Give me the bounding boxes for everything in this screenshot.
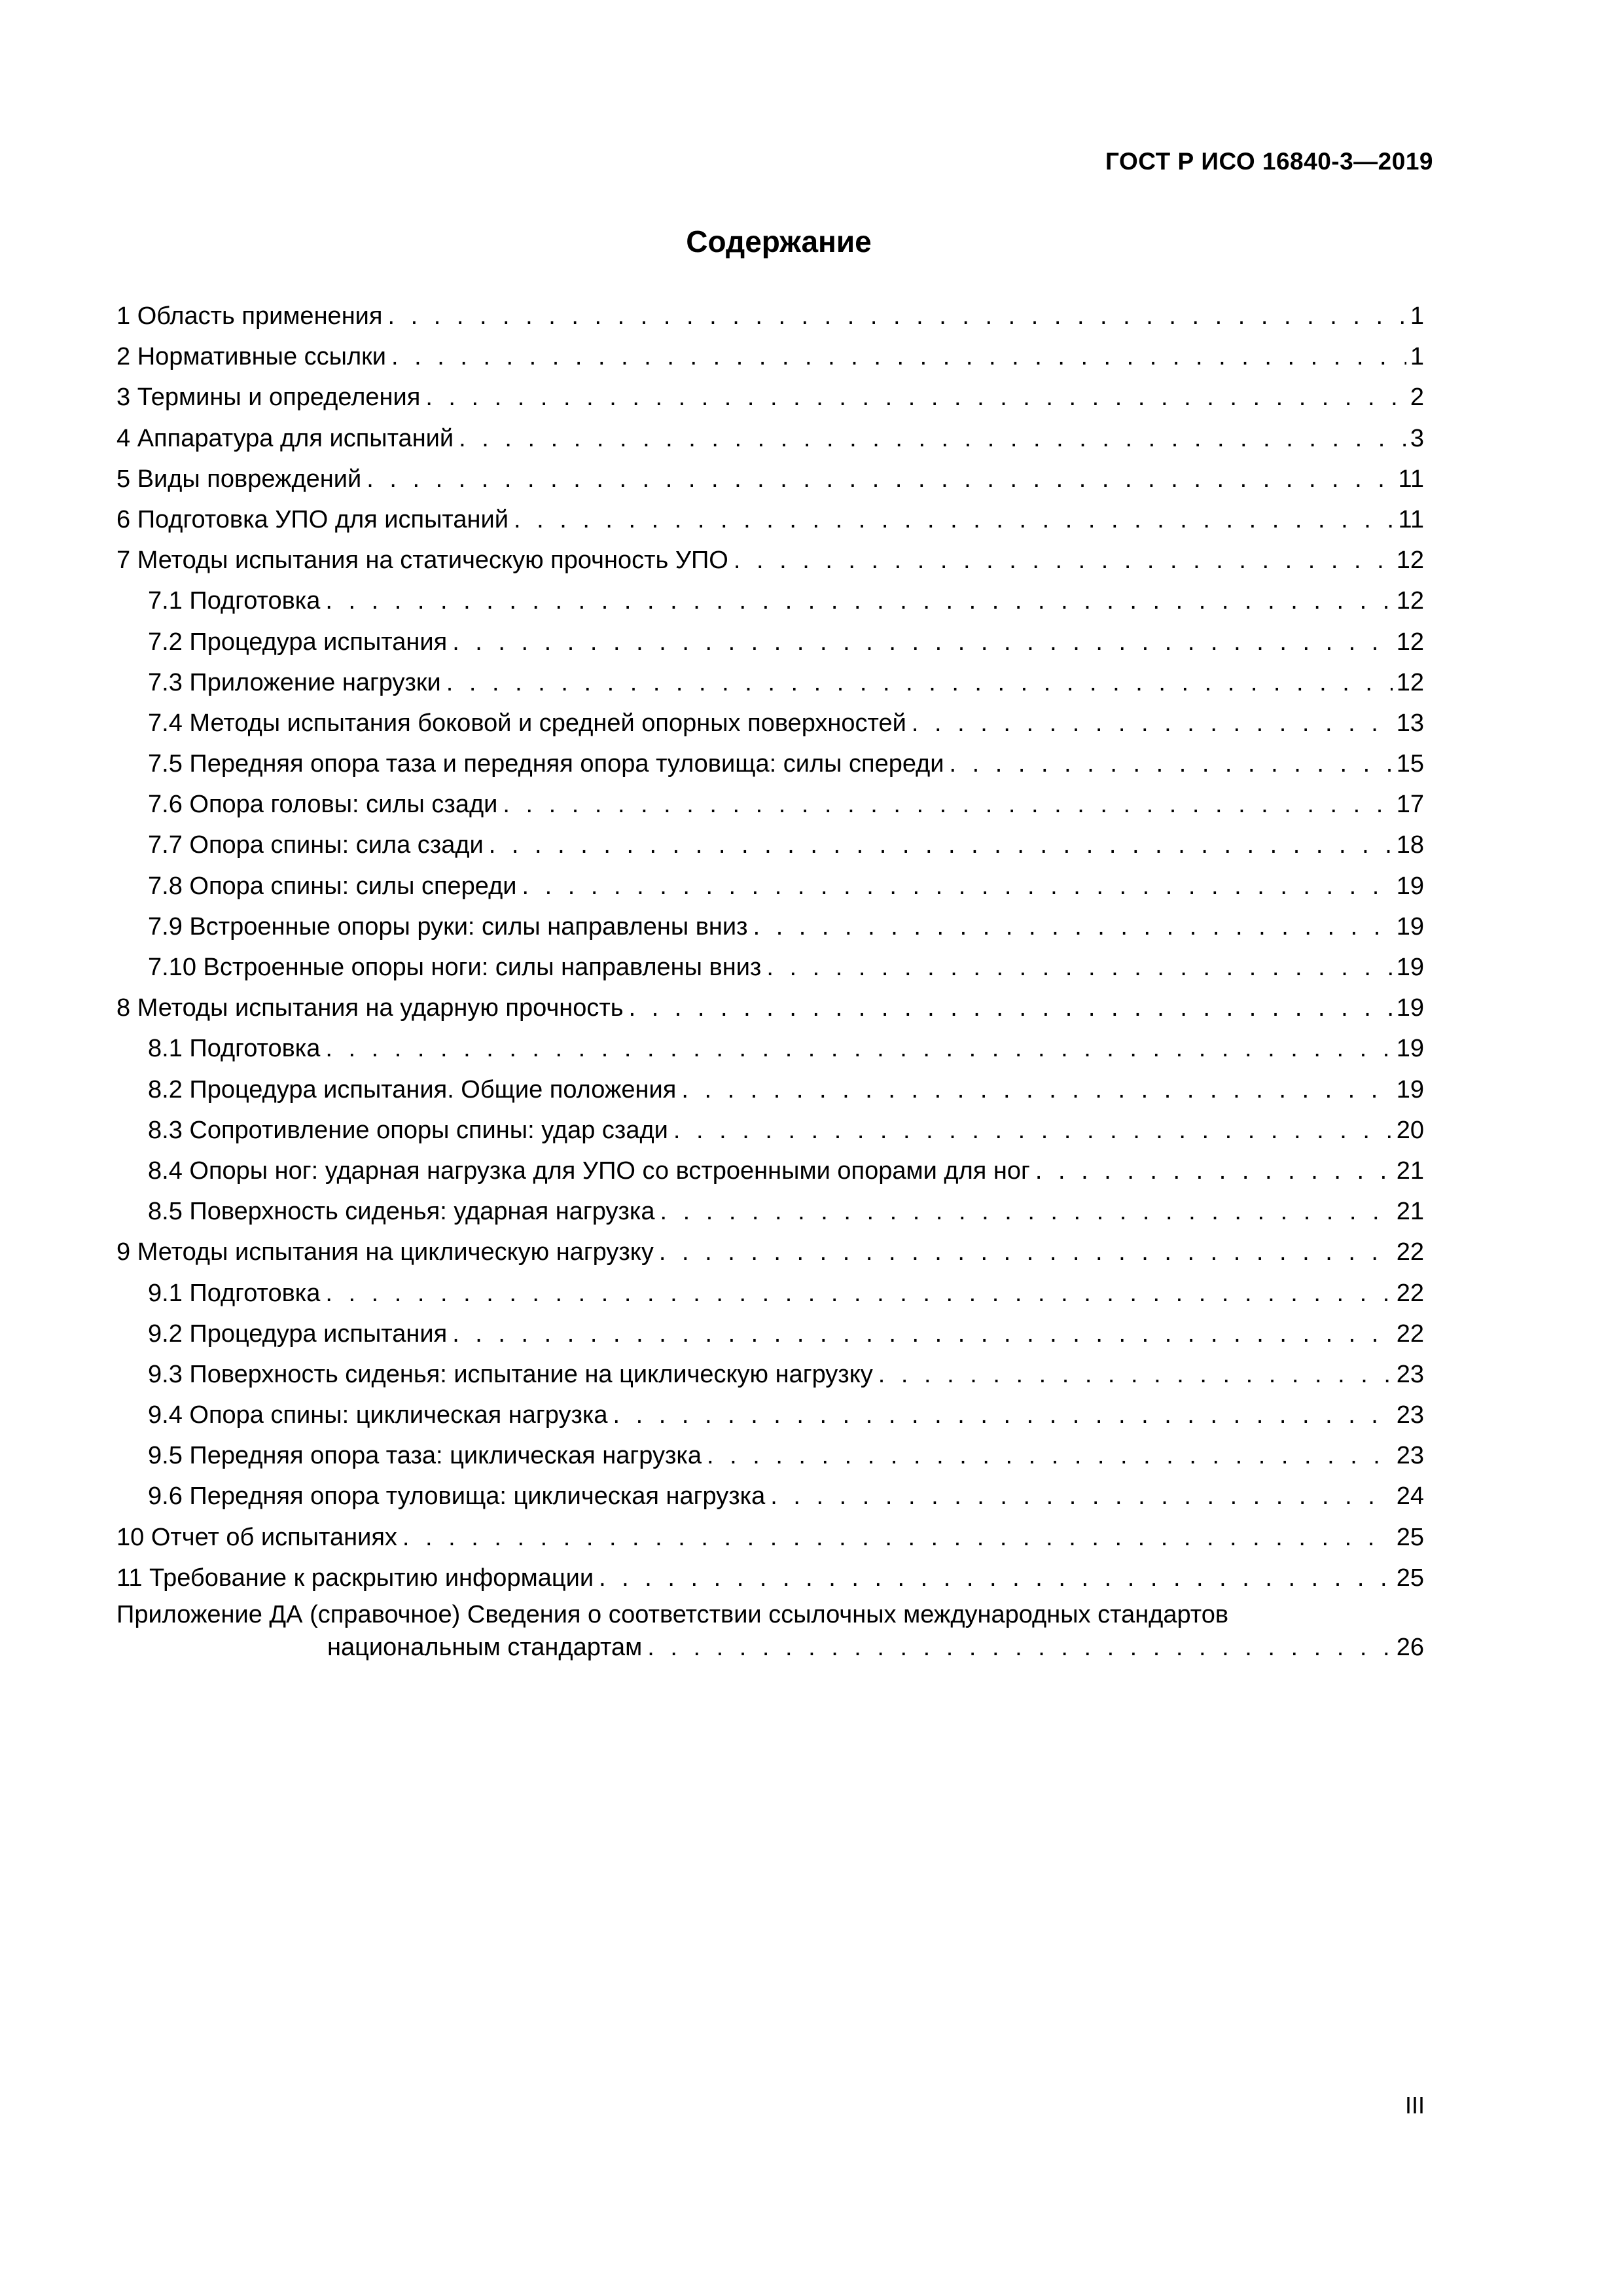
toc-entry[interactable] <box>116 459 1424 499</box>
toc-entry[interactable] <box>116 540 1424 581</box>
toc-entry-page: 12 <box>1396 628 1424 656</box>
toc-subentry[interactable] <box>116 1273 1424 1314</box>
toc-leader-dots <box>452 622 1393 662</box>
toc-subentry[interactable] <box>116 866 1424 906</box>
toc-leader-dots <box>366 459 1394 499</box>
toc-entry-label: 8.5 Поверхность сиденья: ударная нагрузка <box>148 1198 655 1226</box>
toc-leader-dots <box>599 1558 1393 1598</box>
toc-subentry[interactable] <box>116 1435 1424 1476</box>
toc-leader-dots <box>522 866 1393 906</box>
toc-entry-page: 19 <box>1396 1075 1424 1103</box>
toc-subentry[interactable] <box>116 1028 1424 1069</box>
toc-entry-label: 2 Нормативные ссылки <box>116 343 386 371</box>
toc-entry-page: 18 <box>1396 831 1424 859</box>
table-of-contents <box>116 296 1424 1664</box>
toc-entry-label: 7.3 Приложение нагрузки <box>148 668 441 696</box>
toc-leader-dots <box>325 581 1392 621</box>
toc-entry-label: 11 Требование к раскрытию информации <box>116 1564 594 1592</box>
toc-leader-dots <box>503 784 1392 825</box>
toc-subentry[interactable] <box>116 1476 1424 1516</box>
toc-entry-label: 3 Термины и определения <box>116 384 421 412</box>
toc-subentry[interactable] <box>116 1395 1424 1435</box>
toc-subentry[interactable] <box>116 1314 1424 1354</box>
toc-leader-dots <box>766 947 1392 988</box>
annex-title-line2: национальным стандартам <box>327 1634 643 1661</box>
toc-leader-dots <box>681 1069 1392 1110</box>
toc-entry-page: 22 <box>1396 1319 1424 1348</box>
toc-entry-page: 3 <box>1410 424 1424 452</box>
toc-entry-label: 8.3 Сопротивление опоры спины: удар сзади <box>148 1116 668 1144</box>
toc-entry-label: 9.1 Подготовка <box>148 1279 321 1307</box>
toc-leader-dots <box>459 418 1406 459</box>
toc-leader-dots <box>950 744 1393 784</box>
toc-subentry[interactable] <box>116 784 1424 825</box>
toc-entry-label: 7.8 Опора спины: силы спереди <box>148 872 517 900</box>
toc-entry-page: 23 <box>1396 1442 1424 1470</box>
toc-title: Содержание <box>686 224 872 259</box>
toc-entry-page: 15 <box>1396 750 1424 778</box>
toc-entry-label: 9.5 Передняя опора таза: циклическая нагрузка <box>148 1442 702 1470</box>
toc-subentry[interactable] <box>116 581 1424 621</box>
toc-entry-page: 25 <box>1396 1523 1424 1551</box>
toc-leader-dots <box>489 825 1393 865</box>
toc-leader-dots <box>912 703 1393 744</box>
toc-entry[interactable] <box>116 1232 1424 1272</box>
standard-id-header: ГОСТ Р ИСО 16840-3—2019 <box>1105 148 1433 175</box>
toc-leader-dots <box>734 540 1393 581</box>
toc-entry[interactable] <box>116 1558 1424 1598</box>
toc-subentry[interactable] <box>116 622 1424 662</box>
toc-entry-label: 6 Подготовка УПО для испытаний <box>116 505 508 533</box>
toc-entry-label: 7.2 Процедура испытания <box>148 628 448 656</box>
toc-leader-dots <box>770 1476 1392 1516</box>
toc-entry-label: 7.1 Подготовка <box>148 587 321 615</box>
toc-leader-dots <box>1035 1151 1393 1191</box>
toc-leader-dots <box>391 336 1406 377</box>
toc-subentry[interactable] <box>116 1354 1424 1395</box>
toc-leader-dots <box>878 1354 1393 1395</box>
toc-subentry[interactable] <box>116 703 1424 744</box>
toc-entry-label: 7.4 Методы испытания боковой и средней опорных поверхностей <box>148 709 906 737</box>
toc-entry-label: 5 Виды повреждений <box>116 465 362 493</box>
toc-entry[interactable] <box>116 499 1424 540</box>
toc-entry-label: 4 Аппаратура для испытаний <box>116 424 454 452</box>
toc-entry-page: 12 <box>1396 547 1424 575</box>
toc-subentry[interactable] <box>116 1191 1424 1232</box>
toc-annex-entry[interactable] <box>116 1598 1424 1664</box>
toc-entry-page: 13 <box>1396 709 1424 737</box>
toc-leader-dots <box>452 1314 1393 1354</box>
toc-leader-dots <box>387 296 1406 336</box>
toc-leader-dots <box>647 1631 1392 1664</box>
toc-entry-label: 7.9 Встроенные опоры руки: силы направлены вниз <box>148 912 748 941</box>
toc-entry-page: 12 <box>1396 668 1424 696</box>
page-number: III <box>1404 2092 1425 2119</box>
toc-leader-dots <box>629 988 1393 1028</box>
toc-entry[interactable] <box>116 296 1424 336</box>
toc-leader-dots <box>660 1191 1392 1232</box>
toc-entry-page: 11 <box>1398 505 1424 533</box>
toc-entry[interactable] <box>116 418 1424 459</box>
toc-subentry[interactable] <box>116 744 1424 784</box>
toc-entry-label: 9.3 Поверхность сиденья: испытание на циклическую нагрузку <box>148 1360 873 1388</box>
toc-entry-label: 8.4 Опоры ног: ударная нагрузка для УПО со встроенными опорами для ног <box>148 1157 1030 1185</box>
toc-entry-page: 21 <box>1396 1198 1424 1226</box>
annex-title-line1: Приложение ДА (справочное) Сведения о соответствии ссылочных международных стандартов <box>116 1601 1229 1628</box>
toc-entry-label: 7.5 Передняя опора таза и передняя опора туловища: силы спереди <box>148 750 944 778</box>
toc-subentry[interactable] <box>116 662 1424 703</box>
toc-entry-page: 19 <box>1396 872 1424 900</box>
toc-subentry[interactable] <box>116 1069 1424 1110</box>
toc-leader-dots <box>753 906 1393 947</box>
toc-leader-dots <box>673 1110 1393 1151</box>
toc-leader-dots <box>325 1273 1392 1314</box>
toc-entry-page: 19 <box>1396 994 1424 1022</box>
toc-subentry[interactable] <box>116 906 1424 947</box>
toc-leader-dots <box>659 1232 1393 1272</box>
toc-entry-page: 2 <box>1410 384 1424 412</box>
toc-entry-label: 7.10 Встроенные опоры ноги: силы направлены вниз <box>148 954 762 981</box>
toc-entry-page: 26 <box>1396 1634 1424 1661</box>
toc-entry[interactable] <box>116 1517 1424 1558</box>
toc-entry[interactable] <box>116 336 1424 377</box>
toc-entry-label: 9 Методы испытания на циклическую нагрузку <box>116 1238 654 1266</box>
toc-entry[interactable] <box>116 377 1424 418</box>
toc-leader-dots <box>402 1517 1393 1558</box>
toc-entry-label: 8.2 Процедура испытания. Общие положения <box>148 1075 677 1103</box>
toc-entry-page: 23 <box>1396 1401 1424 1429</box>
toc-entry-page: 19 <box>1396 1035 1424 1063</box>
toc-leader-dots <box>514 499 1395 540</box>
toc-entry-label: 7.7 Опора спины: сила сзади <box>148 831 484 859</box>
toc-leader-dots <box>425 377 1406 418</box>
toc-entry-page: 19 <box>1396 912 1424 941</box>
annex-title-line2-row <box>116 1631 1424 1664</box>
toc-entry-label: 7 Методы испытания на статическую прочность УПО <box>116 547 728 575</box>
toc-entry-page: 21 <box>1396 1157 1424 1185</box>
toc-entry[interactable] <box>116 988 1424 1028</box>
toc-leader-dots <box>707 1435 1393 1476</box>
toc-entry-page: 17 <box>1396 791 1424 819</box>
toc-entry-page: 20 <box>1396 1116 1424 1144</box>
toc-entry-label: 9.2 Процедура испытания <box>148 1319 448 1348</box>
toc-subentry[interactable] <box>116 947 1424 988</box>
toc-subentry[interactable] <box>116 1151 1424 1191</box>
toc-entry-page: 24 <box>1396 1482 1424 1511</box>
toc-subentry[interactable] <box>116 825 1424 865</box>
toc-leader-dots <box>325 1028 1392 1069</box>
toc-entry-page: 22 <box>1396 1279 1424 1307</box>
toc-entry-label: 10 Отчет об испытаниях <box>116 1523 397 1551</box>
toc-entry-label: 9.6 Передняя опора туловища: циклическая нагрузка <box>148 1482 766 1511</box>
toc-entry-label: 1 Область применения <box>116 302 383 330</box>
toc-leader-dots <box>446 662 1393 703</box>
toc-entry-label: 7.6 Опора головы: силы сзади <box>148 791 498 819</box>
toc-entry-page: 12 <box>1396 587 1424 615</box>
toc-entry-label: 9.4 Опора спины: циклическая нагрузка <box>148 1401 608 1429</box>
toc-entry-page: 1 <box>1410 302 1424 330</box>
toc-entry-page: 23 <box>1396 1360 1424 1388</box>
toc-subentry[interactable] <box>116 1110 1424 1151</box>
toc-entry-label: 8 Методы испытания на ударную прочность <box>116 994 624 1022</box>
toc-entry-page: 22 <box>1396 1238 1424 1266</box>
toc-entry-page: 1 <box>1410 343 1424 371</box>
toc-entry-label: 8.1 Подготовка <box>148 1035 321 1063</box>
toc-leader-dots <box>613 1395 1393 1435</box>
toc-entry-page: 25 <box>1396 1564 1424 1592</box>
toc-entry-page: 11 <box>1398 465 1424 493</box>
toc-entry-page: 19 <box>1396 954 1424 981</box>
